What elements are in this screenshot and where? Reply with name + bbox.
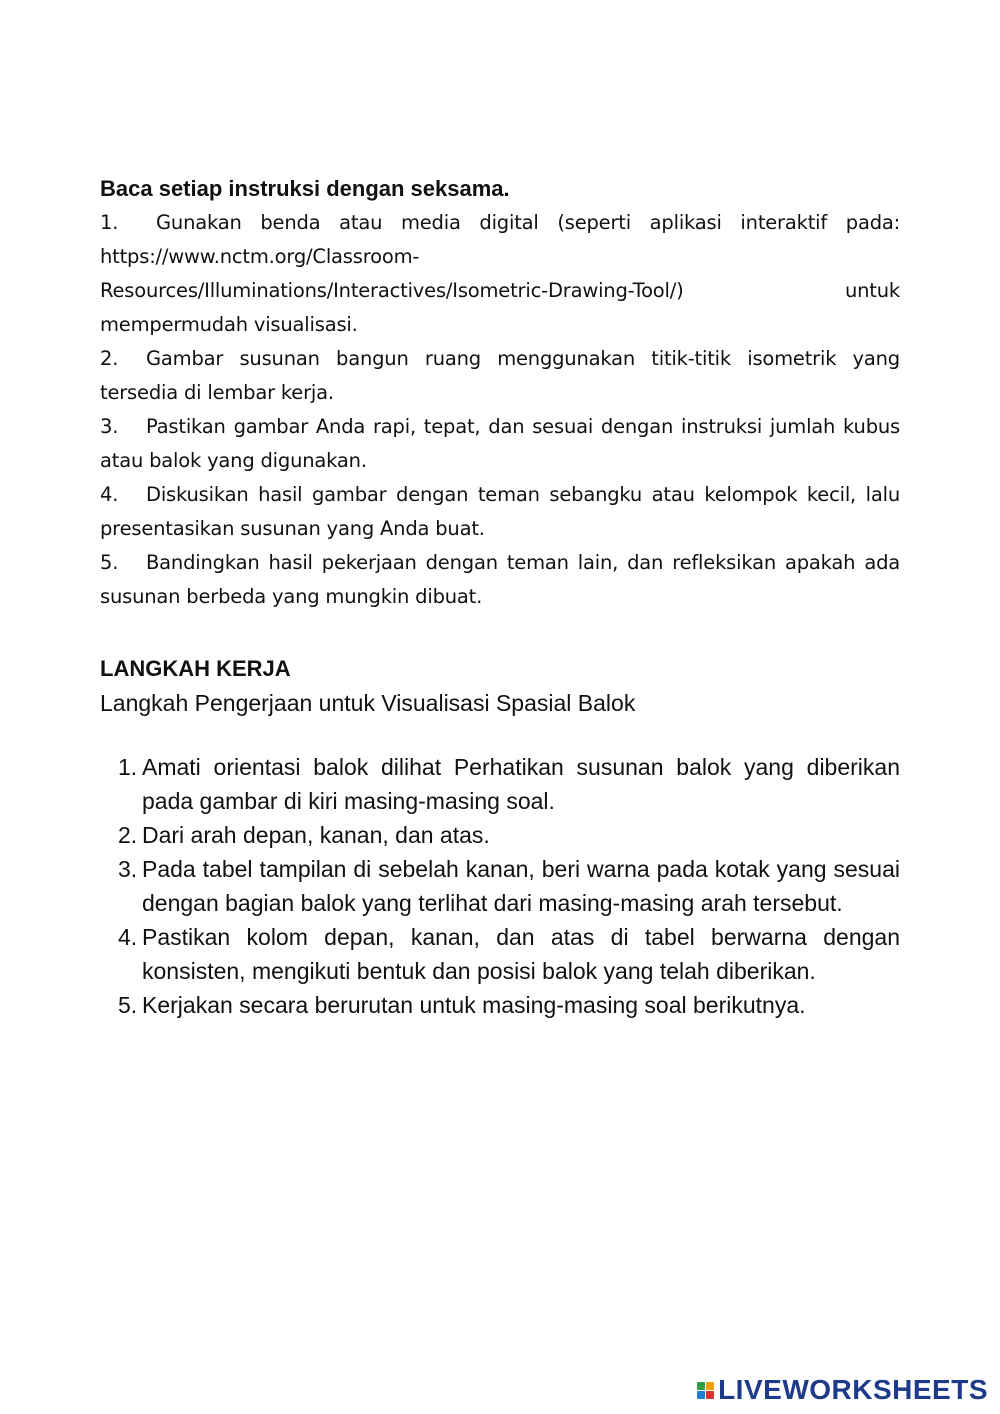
- logo-square: [706, 1391, 714, 1399]
- instruction-text: mempermudah visualisasi.: [100, 313, 358, 336]
- instruction-number: 4.: [100, 483, 119, 506]
- instruction-item-3: [100, 410, 900, 478]
- steps-list: [100, 750, 900, 1022]
- logo-square: [706, 1382, 714, 1390]
- logo-square: [697, 1382, 705, 1390]
- instruction-text: Diskusikan hasil gambar dengan teman sebangku atau kelompok kecil, lalu presentasikan susunan yang Anda buat.: [100, 483, 900, 540]
- instruction-text: Gunakan benda atau media digital (seperti aplikasi interaktif pada:: [156, 211, 900, 234]
- step-number: 4.: [118, 924, 138, 950]
- step-item-2: [100, 818, 900, 852]
- logo-square: [697, 1391, 705, 1399]
- step-item-5: [100, 988, 900, 1022]
- instruction-url-part: https://www.nctm.org/Classroom-: [100, 245, 420, 268]
- instruction-item-2: [100, 342, 900, 410]
- instruction-number: 1.: [100, 211, 119, 234]
- section-spacer: [100, 614, 900, 652]
- instruction-number: 5.: [100, 551, 119, 574]
- step-text: Pada tabel tampilan di sebelah kanan, beri warna pada kotak yang sesuai dengan bagian balok yang terlihat dari masing-masing arah tersebut.: [142, 856, 900, 916]
- step-item-4: [100, 920, 900, 988]
- worksheet-page: [100, 172, 900, 1022]
- instruction-text: Gambar susunan bangun ruang menggunakan titik-titik isometrik yang tersedia di lembar kerja.: [100, 347, 900, 404]
- instruction-number: 2.: [100, 347, 119, 370]
- instruction-text: Pastikan gambar Anda rapi, tepat, dan sesuai dengan instruksi jumlah kubus atau balok yang digunakan.: [100, 415, 900, 472]
- step-item-1: [100, 750, 900, 818]
- liveworksheets-brand[interactable]: [697, 1374, 988, 1406]
- instruction-url-part: Resources/Illuminations/Interactives/Isometric-Drawing-Tool/): [100, 279, 684, 302]
- liveworksheets-logo-icon: [697, 1382, 714, 1399]
- step-text: Amati orientasi balok dilihat Perhatikan susunan balok yang diberikan pada gambar di kiri masing-masing soal.: [142, 754, 900, 814]
- step-number: 5.: [118, 992, 138, 1018]
- instruction-number: 3.: [100, 415, 119, 438]
- instruction-item-5: [100, 546, 900, 614]
- step-text: Pastikan kolom depan, kanan, dan atas di tabel berwarna dengan konsisten, mengikuti bentuk dan posisi balok yang telah diberikan.: [142, 924, 900, 984]
- step-number: 1.: [118, 754, 138, 780]
- step-number: 3.: [118, 856, 138, 882]
- instructions-heading: Baca setiap instruksi dengan seksama.: [100, 176, 510, 201]
- step-text: Kerjakan secara berurutan untuk masing-masing soal berikutnya.: [142, 992, 806, 1018]
- instruction-text: untuk: [844, 279, 900, 302]
- brand-name: LIVEWORKSHEETS: [718, 1374, 988, 1405]
- instruction-text: Bandingkan hasil pekerjaan dengan teman lain, dan refleksikan apakah ada susunan berbeda yang mungkin dibuat.: [100, 551, 900, 608]
- step-number: 2.: [118, 822, 138, 848]
- step-text: Dari arah depan, kanan, dan atas.: [142, 822, 490, 848]
- langkah-kerja-title: LANGKAH KERJA: [100, 656, 291, 681]
- instruction-item-4: [100, 478, 900, 546]
- instruction-item-1: [100, 206, 900, 342]
- langkah-kerja-subtitle: Langkah Pengerjaan untuk Visualisasi Spasial Balok: [100, 690, 636, 716]
- step-item-3: [100, 852, 900, 920]
